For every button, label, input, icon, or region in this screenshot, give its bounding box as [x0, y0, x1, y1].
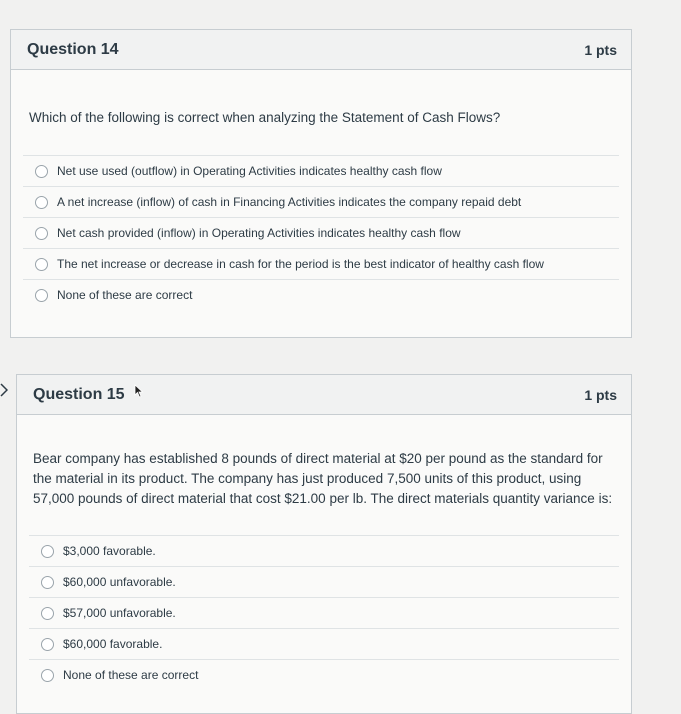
answer-option[interactable] [23, 248, 619, 279]
question-points: 1 pts [584, 386, 617, 403]
answer-option[interactable] [29, 659, 619, 690]
answer-label: Net use used (outflow) in Operating Activities indicates healthy cash flow [57, 164, 442, 178]
question-header [11, 30, 631, 70]
question-text: Bear company has established 8 pounds of direct material at $20 per pound as the standard for the material in its product. The company has just produced 7,500 units of this product, using 57,000 pounds of direct material that cost $21.00 per lb. The direct materials quantity variance is: [33, 451, 613, 506]
answer-option[interactable] [29, 566, 619, 597]
question-15-card [16, 374, 632, 714]
radio-button[interactable] [41, 576, 54, 589]
question-text: Which of the following is correct when analyzing the Statement of Cash Flows? [29, 110, 501, 125]
answer-label: The net increase or decrease in cash for the period is the best indicator of healthy cash flow [57, 257, 544, 271]
answer-label: None of these are correct [63, 668, 199, 682]
question-14-card [10, 29, 632, 338]
mouse-cursor-icon [134, 384, 144, 403]
radio-button[interactable] [41, 607, 54, 620]
answer-option[interactable] [29, 628, 619, 659]
question-points: 1 pts [584, 41, 617, 58]
answer-list [29, 535, 619, 690]
radio-button[interactable] [35, 289, 48, 302]
answer-label: $60,000 favorable. [63, 637, 163, 651]
radio-button[interactable] [35, 258, 48, 271]
chevron-right-icon[interactable] [0, 383, 8, 402]
question-title: Question 15 [33, 385, 125, 403]
answer-option[interactable] [23, 155, 619, 186]
answer-label: $57,000 unfavorable. [63, 606, 176, 620]
answer-label: A net increase (inflow) of cash in Financing Activities indicates the company repaid debt [57, 195, 522, 209]
answer-option[interactable] [29, 535, 619, 566]
answer-option[interactable] [23, 186, 619, 217]
radio-button[interactable] [35, 165, 48, 178]
answer-label: None of these are correct [57, 288, 193, 302]
question-header [17, 375, 631, 415]
answer-option[interactable] [23, 217, 619, 248]
radio-button[interactable] [35, 196, 48, 209]
radio-button[interactable] [35, 227, 48, 240]
answer-list [23, 155, 619, 310]
radio-button[interactable] [41, 545, 54, 558]
radio-button[interactable] [41, 669, 54, 682]
answer-label: $3,000 favorable. [63, 544, 156, 558]
answer-option[interactable] [29, 597, 619, 628]
answer-option[interactable] [23, 279, 619, 310]
answer-label: Net cash provided (inflow) in Operating Activities indicates healthy cash flow [57, 226, 461, 240]
radio-button[interactable] [41, 638, 54, 651]
answer-label: $60,000 unfavorable. [63, 575, 176, 589]
question-title: Question 14 [27, 40, 119, 58]
